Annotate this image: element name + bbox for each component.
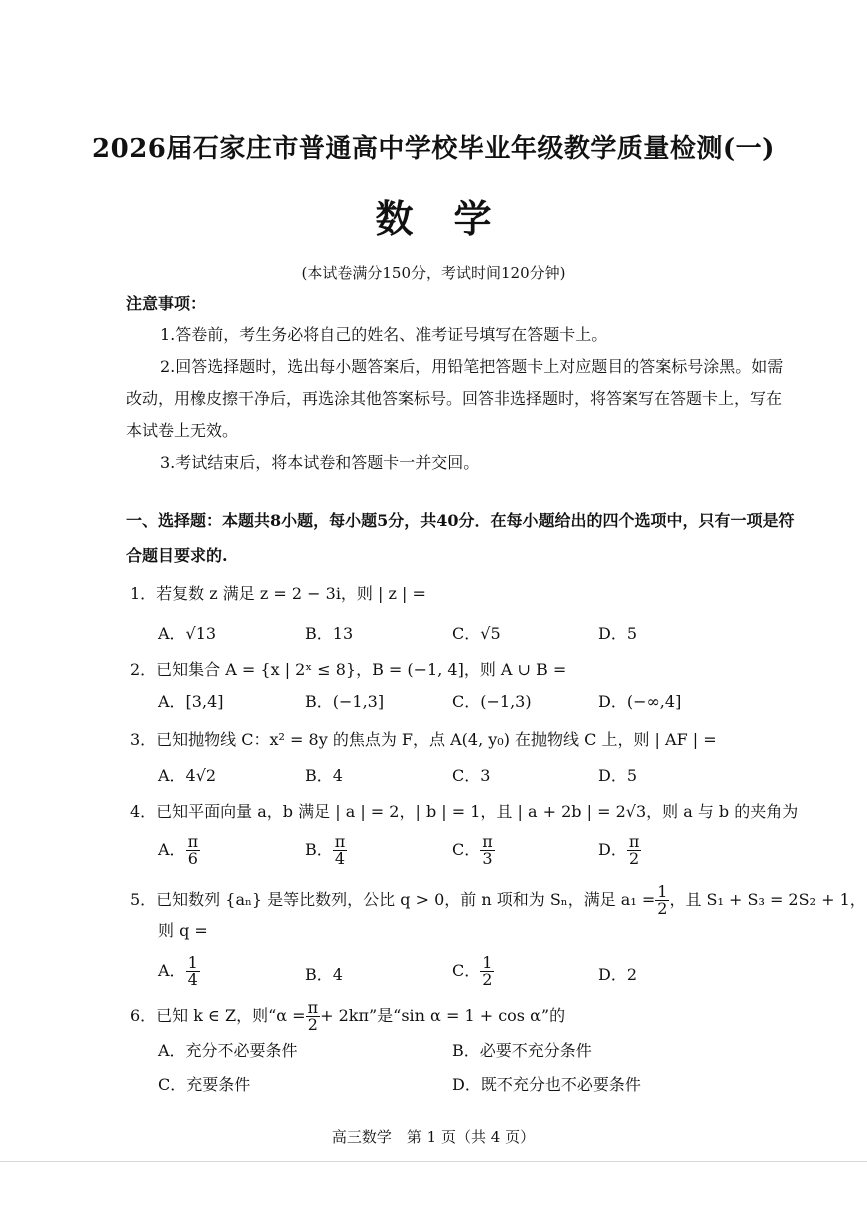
subject-title: 数学 <box>375 196 532 241</box>
question-2-option-c: C．(−1,3) <box>452 692 532 711</box>
section-heading-cont: 合题目要求的. <box>126 546 228 565</box>
question-1-option-b: B．13 <box>305 624 354 643</box>
fraction-denominator: 3 <box>482 849 493 868</box>
fraction <box>186 955 200 988</box>
notice-item-2: 2.回答选择题时，选出每小题答案后，用铅笔把答题卡上对应题目的答案标号涂黑。如需 <box>160 357 784 376</box>
page-footer: 高三数学 第 1 页（共 4 页） <box>331 1128 536 1146</box>
option-label: B． <box>305 840 333 859</box>
exam-note: (本试卷满分150分，考试时间120分钟) <box>301 264 566 282</box>
question-4-option-c <box>452 834 495 867</box>
fraction <box>480 955 494 988</box>
fraction <box>480 834 495 867</box>
fraction <box>655 884 669 917</box>
question-4-stem: 4．已知平面向量 a，b 满足 | a | = 2，| b | = 1，且 | a + 2b | = 2√3，则 a 与 b 的夹角为 <box>130 802 799 821</box>
question-5-option-d: D．2 <box>598 965 638 984</box>
question-3-option-d: D．5 <box>598 766 638 785</box>
fraction-numerator: π <box>482 832 493 851</box>
notices-heading: 注意事项： <box>126 294 207 313</box>
question-3-option-c: C．3 <box>452 766 491 785</box>
question-3-option-a: A．4√2 <box>158 766 217 785</box>
option-label: C． <box>452 840 481 859</box>
stem-part: 6．已知 k ∈ Z，则“α = <box>130 1006 306 1025</box>
question-4-option-d <box>598 834 641 867</box>
question-2-stem: 2．已知集合 A = {x | 2ˣ ≤ 8}，B = (−1, 4]，则 A ∪ B = <box>130 660 567 679</box>
notice-item-2-end: 本试卷上无效。 <box>126 421 239 440</box>
question-2-option-a: A．[3,4] <box>158 692 224 711</box>
page-divider <box>0 1161 867 1162</box>
exam-title: 2026届石家庄市普通高中学校毕业年级教学质量检测(一) <box>92 134 775 164</box>
fraction-numerator: 1 <box>482 953 493 972</box>
fraction-numerator: 1 <box>657 882 668 901</box>
option-label: A． <box>158 840 186 859</box>
option-label: A． <box>158 961 186 980</box>
fraction-denominator: 6 <box>187 849 198 868</box>
question-6-option-c: C．充要条件 <box>158 1075 251 1094</box>
fraction-numerator: 1 <box>187 953 198 972</box>
question-5-stem-cont: 则 q = <box>158 921 208 940</box>
question-6-option-a: A．充分不必要条件 <box>158 1041 298 1060</box>
question-4-option-a <box>158 834 200 867</box>
fraction <box>306 1000 321 1033</box>
fraction <box>186 834 201 867</box>
option-label: D． <box>598 840 627 859</box>
fraction-denominator: 2 <box>482 970 493 989</box>
question-5-option-c <box>452 955 494 988</box>
question-1-stem: 1．若复数 z 满足 z = 2 − 3i，则 | z | = <box>130 584 426 603</box>
section-heading: 一、选择题：本题共8小题，每小题5分，共40分．在每小题给出的四个选项中，只有一项是符 <box>126 511 795 530</box>
question-5-stem <box>130 884 866 917</box>
stem-part: 5．已知数列 {aₙ} 是等比数列，公比 q > 0，前 n 项和为 Sₙ，满足 a₁ = <box>130 890 656 909</box>
fraction-numerator: π <box>628 832 640 851</box>
notice-item-3: 3.考试结束后，将本试卷和答题卡一并交回。 <box>160 453 480 472</box>
question-1-option-d: D．5 <box>598 624 638 643</box>
question-1-option-c: C．√5 <box>452 624 501 643</box>
stem-part: + 2kπ”是“sin α = 1 + cos α”的 <box>320 1006 566 1025</box>
fraction-numerator: π <box>187 832 199 851</box>
fraction-numerator: π <box>307 998 319 1017</box>
question-2-option-d: D．(−∞,4] <box>598 692 682 711</box>
question-2-option-b: B．(−1,3] <box>305 692 385 711</box>
question-6-option-b: B．必要不充分条件 <box>452 1041 592 1060</box>
question-3-option-b: B．4 <box>305 766 343 785</box>
notice-item-1: 1.答卷前，考生务必将自己的姓名、准考证号填写在答题卡上。 <box>160 325 608 344</box>
fraction-denominator: 4 <box>187 970 198 989</box>
question-6-option-d: D．既不充分也不必要条件 <box>452 1075 641 1094</box>
question-1-option-a: A．√13 <box>158 624 217 643</box>
fraction-denominator: 2 <box>307 1015 318 1034</box>
question-4-option-b <box>305 834 347 867</box>
question-5-option-b: B．4 <box>305 965 343 984</box>
fraction-denominator: 2 <box>657 899 668 918</box>
fraction <box>333 834 348 867</box>
option-label: C． <box>452 961 481 980</box>
question-6-stem <box>130 1000 565 1033</box>
fraction-numerator: π <box>334 832 346 851</box>
question-5-option-a <box>158 955 200 988</box>
fraction-denominator: 4 <box>334 849 346 868</box>
fraction <box>627 834 642 867</box>
notice-item-2-cont: 改动，用橡皮擦干净后，再选涂其他答案标号。回答非选择题时，将答案写在答题卡上，写在 <box>126 389 783 408</box>
fraction-denominator: 2 <box>629 849 640 868</box>
question-3-stem: 3．已知抛物线 C：x² = 8y 的焦点为 F，点 A(4, y₀) 在抛物线 C 上，则 | AF | = <box>130 730 717 749</box>
stem-part: ，且 S₁ + S₃ = 2S₂ + 1， <box>669 890 866 909</box>
